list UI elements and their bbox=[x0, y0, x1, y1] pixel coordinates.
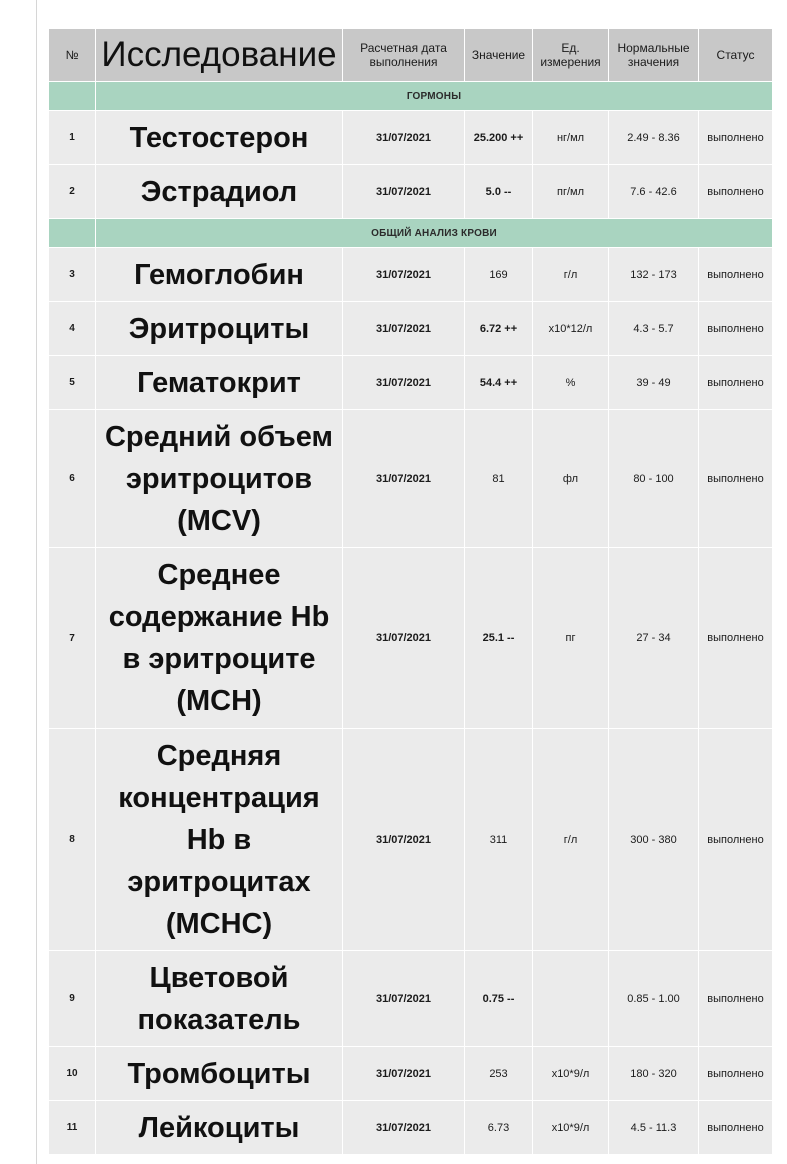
row-number: 2 bbox=[49, 165, 96, 219]
row-number: 11 bbox=[49, 1101, 96, 1155]
row-unit: г/л bbox=[533, 248, 609, 302]
section-title: ГОРМОНЫ bbox=[96, 82, 773, 111]
row-date: 31/07/2021 bbox=[343, 356, 465, 410]
table-row bbox=[49, 729, 773, 951]
row-unit: % bbox=[533, 356, 609, 410]
header-unit: Ед. измерения bbox=[533, 29, 609, 82]
row-date: 31/07/2021 bbox=[343, 729, 465, 951]
row-value: 253 bbox=[465, 1047, 533, 1101]
lab-results-table bbox=[48, 28, 773, 1155]
row-norm: 4.3 - 5.7 bbox=[609, 302, 699, 356]
section-title: ОБЩИЙ АНАЛИЗ КРОВИ bbox=[96, 219, 773, 248]
table-row bbox=[49, 548, 773, 729]
row-study-name: Эритроциты bbox=[96, 302, 343, 356]
row-unit: нг/мл bbox=[533, 111, 609, 165]
row-status: выполнено bbox=[699, 356, 773, 410]
row-number: 3 bbox=[49, 248, 96, 302]
row-norm: 80 - 100 bbox=[609, 410, 699, 548]
row-study-name: Средняя концентрация Hb в эритроцитах (MCHC) bbox=[96, 729, 343, 951]
row-study-name: Лейкоциты bbox=[96, 1101, 343, 1155]
row-study-name: Эстрадиол bbox=[96, 165, 343, 219]
row-status: выполнено bbox=[699, 111, 773, 165]
row-date: 31/07/2021 bbox=[343, 548, 465, 729]
row-unit: x10*12/л bbox=[533, 302, 609, 356]
row-norm: 27 - 34 bbox=[609, 548, 699, 729]
section-spacer bbox=[49, 82, 96, 111]
row-norm: 39 - 49 bbox=[609, 356, 699, 410]
row-value: 6.73 bbox=[465, 1101, 533, 1155]
row-number: 10 bbox=[49, 1047, 96, 1101]
table-row bbox=[49, 111, 773, 165]
row-norm: 300 - 380 bbox=[609, 729, 699, 951]
table-row bbox=[49, 302, 773, 356]
row-date: 31/07/2021 bbox=[343, 165, 465, 219]
row-study-name: Гемоглобин bbox=[96, 248, 343, 302]
row-number: 7 bbox=[49, 548, 96, 729]
row-unit: пг bbox=[533, 548, 609, 729]
row-study-name: Средний объем эритроцитов (MCV) bbox=[96, 410, 343, 548]
row-norm: 0.85 - 1.00 bbox=[609, 951, 699, 1047]
row-status: выполнено bbox=[699, 302, 773, 356]
header-number: № bbox=[49, 29, 96, 82]
row-value: 169 bbox=[465, 248, 533, 302]
row-status: выполнено bbox=[699, 165, 773, 219]
row-number: 9 bbox=[49, 951, 96, 1047]
row-unit: фл bbox=[533, 410, 609, 548]
table-row bbox=[49, 356, 773, 410]
row-norm: 4.5 - 11.3 bbox=[609, 1101, 699, 1155]
table-row bbox=[49, 1101, 773, 1155]
row-number: 8 bbox=[49, 729, 96, 951]
section-row-cbc bbox=[49, 219, 773, 248]
row-study-name: Тромбоциты bbox=[96, 1047, 343, 1101]
row-value: 25.200 ++ bbox=[465, 111, 533, 165]
row-date: 31/07/2021 bbox=[343, 248, 465, 302]
page-left-border bbox=[36, 0, 37, 1164]
row-number: 6 bbox=[49, 410, 96, 548]
table-header-row bbox=[49, 29, 773, 82]
row-status: выполнено bbox=[699, 410, 773, 548]
row-status: выполнено bbox=[699, 1047, 773, 1101]
row-value: 81 bbox=[465, 410, 533, 548]
section-spacer bbox=[49, 219, 96, 248]
row-norm: 7.6 - 42.6 bbox=[609, 165, 699, 219]
row-value: 25.1 -- bbox=[465, 548, 533, 729]
header-date: Расчетная дата выполнения bbox=[343, 29, 465, 82]
row-unit: x10*9/л bbox=[533, 1047, 609, 1101]
row-date: 31/07/2021 bbox=[343, 1101, 465, 1155]
row-norm: 132 - 173 bbox=[609, 248, 699, 302]
row-status: выполнено bbox=[699, 548, 773, 729]
row-unit: г/л bbox=[533, 729, 609, 951]
row-norm: 180 - 320 bbox=[609, 1047, 699, 1101]
header-status: Статус bbox=[699, 29, 773, 82]
row-value: 5.0 -- bbox=[465, 165, 533, 219]
table-row bbox=[49, 951, 773, 1047]
row-date: 31/07/2021 bbox=[343, 410, 465, 548]
row-study-name: Среднее содержание Hb в эритроците (MCH) bbox=[96, 548, 343, 729]
row-date: 31/07/2021 bbox=[343, 1047, 465, 1101]
row-date: 31/07/2021 bbox=[343, 111, 465, 165]
row-study-name: Цветовой показатель bbox=[96, 951, 343, 1047]
row-unit bbox=[533, 951, 609, 1047]
row-value: 311 bbox=[465, 729, 533, 951]
row-unit: пг/мл bbox=[533, 165, 609, 219]
row-status: выполнено bbox=[699, 729, 773, 951]
results-container bbox=[48, 28, 772, 1155]
row-status: выполнено bbox=[699, 951, 773, 1047]
row-number: 5 bbox=[49, 356, 96, 410]
row-number: 1 bbox=[49, 111, 96, 165]
row-date: 31/07/2021 bbox=[343, 951, 465, 1047]
row-unit: x10*9/л bbox=[533, 1101, 609, 1155]
row-status: выполнено bbox=[699, 248, 773, 302]
row-date: 31/07/2021 bbox=[343, 302, 465, 356]
header-value: Значение bbox=[465, 29, 533, 82]
header-norm: Нормальные значения bbox=[609, 29, 699, 82]
row-number: 4 bbox=[49, 302, 96, 356]
row-value: 54.4 ++ bbox=[465, 356, 533, 410]
table-row bbox=[49, 248, 773, 302]
section-row-hormones bbox=[49, 82, 773, 111]
row-value: 6.72 ++ bbox=[465, 302, 533, 356]
row-value: 0.75 -- bbox=[465, 951, 533, 1047]
header-study: Исследование bbox=[96, 29, 343, 82]
row-study-name: Гематокрит bbox=[96, 356, 343, 410]
row-status: выполнено bbox=[699, 1101, 773, 1155]
table-row bbox=[49, 165, 773, 219]
row-norm: 2.49 - 8.36 bbox=[609, 111, 699, 165]
table-row bbox=[49, 1047, 773, 1101]
table-row bbox=[49, 410, 773, 548]
row-study-name: Тестостерон bbox=[96, 111, 343, 165]
